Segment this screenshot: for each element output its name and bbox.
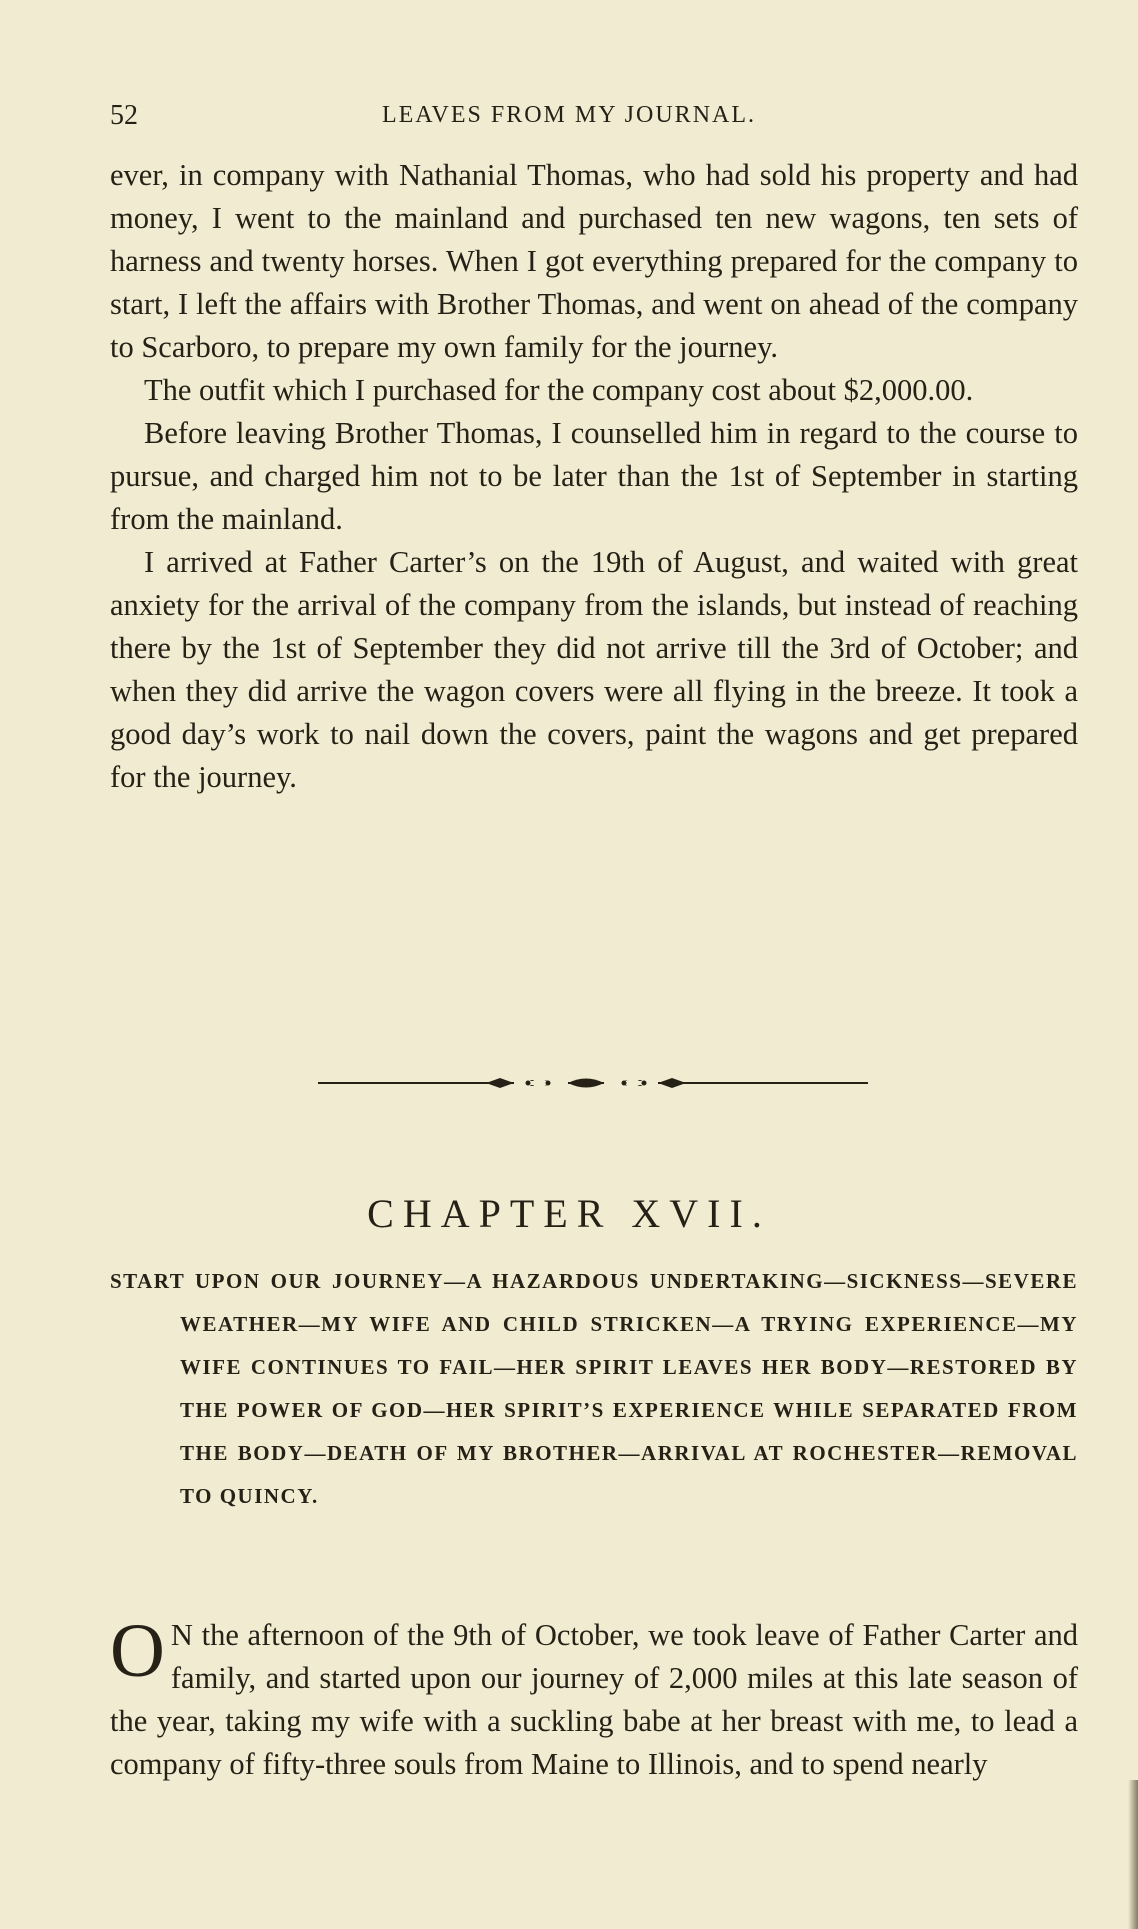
opening-text: N the afternoon of the 9th of October, we took leave of Father Carter and family, and started upon our journey of 2,000 miles at this late season of the year, taking my wife with a suckling babe at her breast with me, to lead a company of fifty-three souls from Maine to Illinois, and to spend nearly xyxy=(110,1618,1078,1781)
synopsis-text: START UPON OUR JOURNEY—A HAZARDOUS UNDERTAKING—SICKNESS—SEVERE WEATHER—MY WIFE AND CHILD STRICKEN—A TRYING EXPERIENCE—MY WIFE CONTINUES TO FAIL—HER SPIRIT LEAVES HER BODY—RESTORED BY THE POWER OF GOD—HER SPIRIT’S EXPERIENCE WHILE SEPARATED FROM THE BODY—DEATH OF MY BROTHER—ARRIVAL AT ROCHESTER—REMOVAL TO QUINCY. xyxy=(110,1269,1078,1508)
chapter-synopsis xyxy=(110,1260,1078,1518)
page-number: 52 xyxy=(110,100,138,131)
paragraph: ever, in company with Nathanial Thomas, who had sold his property and had money, I went to the mainland and purchased ten new wagons, ten sets of harness and twenty horses. When I got everything prepared for the company to start, I left the affairs with Brother Thomas, and went on ahead of the company to Scarboro, to prepare my own family for the journey. xyxy=(110,158,1078,364)
drop-cap: O xyxy=(110,1609,165,1693)
running-head xyxy=(0,100,1138,140)
section-divider-ornament xyxy=(318,1068,868,1098)
chapter-opening xyxy=(110,1609,1078,1786)
chapter-title: CHAPTER XVII. xyxy=(367,1191,771,1236)
running-title: LEAVES FROM MY JOURNAL. xyxy=(381,102,757,128)
paragraph: The outfit which I purchased for the company cost about $2,000.00. xyxy=(144,373,974,407)
page-edge-shadow xyxy=(1128,1780,1138,1929)
opening-paragraph xyxy=(110,1609,1078,1786)
paragraph: I arrived at Father Carter’s on the 19th of August, and waited with great anxiety for the arrival of the company from the islands, but instead of reaching there by the 1st of September they did not arrive till the 3rd of October; and when they did arrive the wagon covers were all flying in the breeze. It took a good day’s work to nail down the covers, paint the wagons and get prepared for the journey. xyxy=(110,545,1078,794)
body-text xyxy=(110,154,1078,799)
paragraph: Before leaving Brother Thomas, I counselled him in regard to the course to pursue, and charged him not to be later than the 1st of September in starting from the mainland. xyxy=(110,416,1078,536)
